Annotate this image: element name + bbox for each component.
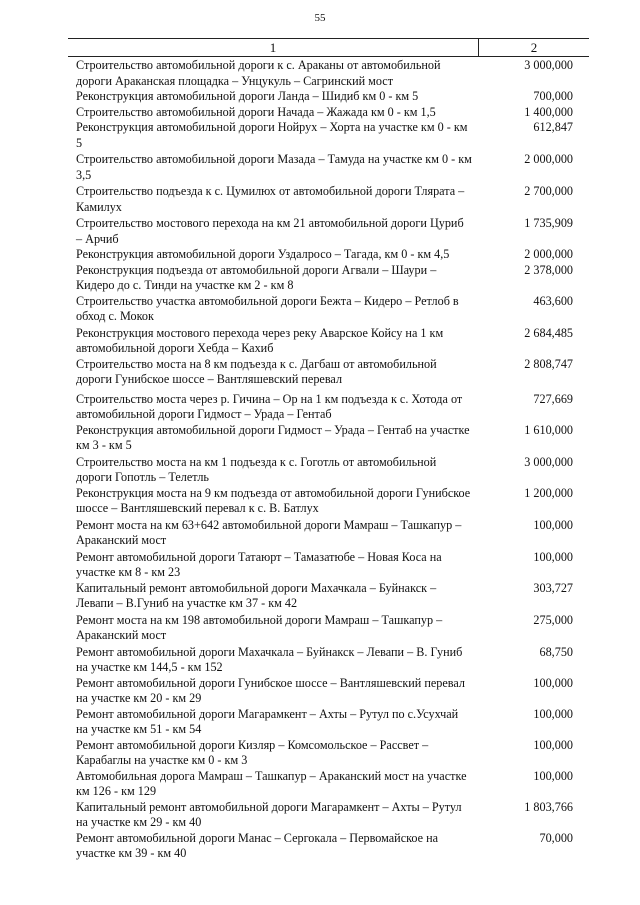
table-row	[68, 738, 589, 769]
item-name: Ремонт автомобильной дороги Манас – Сергокала – Первомайское на участке км 39 - км 40	[76, 830, 439, 860]
table-row	[68, 247, 589, 263]
item-name: Ремонт автомобильной дороги Гунибское шоссе – Вантляшевский перевал на участке км 20 - км 29	[76, 675, 465, 705]
item-name: Ремонт автомобильной дороги Кизляр – Комсомольское – Рассвет – Карабаглы на участке км 0 - км 3	[76, 737, 429, 767]
item-amount: 2 684,485	[524, 325, 573, 340]
item-name: Реконструкция моста на 9 км подъезда от автомобильной дороги Гунибское шоссе – Вантляшевский перевал к с. В. Батлух	[76, 485, 471, 515]
item-name: Капитальный ремонт автомобильной дороги Магарамкент – Ахты – Рутул на участке км 29 - км 40	[76, 799, 462, 829]
item-amount: 100,000	[533, 737, 573, 752]
table-row	[68, 326, 589, 357]
item-name: Ремонт автомобильной дороги Татаюрт – Тамазатюбе – Новая Коса на участке км 8 - км 23	[76, 549, 442, 579]
item-name: Капитальный ремонт автомобильной дороги Махачкала – Буйнакск – Левапи – В.Гуниб на участке км 37 - км 42	[76, 580, 437, 610]
item-amount: 2 808,747	[524, 356, 573, 371]
table-row	[68, 152, 589, 183]
item-amount: 612,847	[533, 120, 573, 134]
table-row	[68, 105, 589, 121]
item-amount: 2 000,000	[524, 247, 573, 261]
table-row	[68, 550, 589, 581]
table-row	[68, 455, 589, 486]
item-name: Ремонт моста на км 198 автомобильной дороги Мамраш – Ташкапур – Араканский мост	[76, 612, 443, 642]
table-row	[68, 423, 589, 454]
item-amount: 2 700,000	[524, 184, 573, 198]
item-name: Строительство автомобильной дороги к с. Араканы от автомобильной дороги Араканская площадка – Унцукуль – Сагринский мост	[76, 58, 441, 88]
item-amount: 700,000	[533, 89, 573, 103]
item-amount: 1 200,000	[524, 485, 573, 500]
item-amount: 303,727	[533, 580, 573, 595]
table-row	[68, 392, 589, 423]
item-amount: 68,750	[539, 644, 573, 659]
table-body	[68, 57, 589, 862]
item-amount: 1 735,909	[524, 216, 573, 230]
column-header-1: 1	[68, 39, 479, 56]
item-name: Реконструкция мостового перехода через реку Аварское Койсу на 1 км автомобильной дороги Хебда – Кахиб	[76, 325, 444, 355]
item-amount: 3 000,000	[524, 454, 573, 469]
table-row	[68, 263, 589, 294]
item-amount: 100,000	[533, 675, 573, 690]
item-name: Строительство мостового перехода на км 21 автомобильной дороги Цуриб – Арчиб	[76, 216, 464, 246]
item-amount: 100,000	[533, 549, 573, 564]
item-name: Реконструкция автомобильной дороги Гидмост – Урада – Гентаб на участке км 3 - км 5	[76, 422, 470, 452]
table-row	[68, 707, 589, 738]
table-row	[68, 357, 589, 388]
item-name: Ремонт автомобильной дороги Махачкала – Буйнакск – Левапи – В. Гуниб на участке км 144,5 - км 152	[76, 644, 463, 674]
item-name: Реконструкция автомобильной дороги Ланда – Шидиб км 0 - км 5	[76, 89, 419, 103]
item-name: Реконструкция подъезда от автомобильной дороги Агвали – Шаури – Кидеро до с. Тинди на участке км 2 - км 8	[76, 262, 437, 292]
item-name: Реконструкция автомобильной дороги Уздалросо – Тагада, км 0 - км 4,5	[76, 247, 450, 261]
table-row	[68, 676, 589, 707]
item-name: Автомобильная дорога Мамраш – Ташкапур – Араканский мост на участке км 126 - км 129	[76, 768, 467, 798]
item-name: Строительство автомобильной дороги Мазада – Тамуда на участке км 0 - км 3,5	[76, 152, 472, 182]
item-name: Строительство моста через р. Гичина – Ор на 1 км подъезда к с. Хотода от автомобильной дороги Гидмост – Урада – Гентаб	[76, 391, 463, 421]
item-amount: 2 000,000	[524, 152, 573, 166]
table-row	[68, 120, 589, 151]
item-amount: 1 803,766	[524, 799, 573, 814]
item-amount: 70,000	[539, 830, 573, 845]
item-amount: 100,000	[533, 768, 573, 783]
item-amount: 275,000	[533, 612, 573, 627]
item-amount: 1 400,000	[524, 104, 573, 119]
item-amount: 2 378,000	[524, 262, 573, 277]
table-row	[68, 216, 589, 247]
item-name: Реконструкция автомобильной дороги Нойрух – Хорта на участке км 0 - км 5	[76, 120, 468, 150]
item-amount: 727,669	[533, 391, 573, 406]
item-amount: 1 610,000	[524, 422, 573, 437]
item-name: Строительство моста на 8 км подъезда к с. Дагбаш от автомобильной дороги Гунибское шоссе – Вантляшевский перевал	[76, 356, 437, 386]
table-row	[68, 613, 589, 644]
item-amount: 3 000,000	[524, 58, 573, 72]
table-row	[68, 581, 589, 612]
page-number: 55	[314, 12, 326, 24]
item-name: Строительство подъезда к с. Цумилюх от автомобильной дороги Тлярата – Камилух	[76, 184, 465, 214]
item-name: Строительство автомобильной дороги Начада – Жажада км 0 - км 1,5	[76, 104, 436, 119]
item-amount: 100,000	[533, 706, 573, 721]
table-row	[68, 58, 589, 89]
table-row	[68, 486, 589, 517]
table-row	[68, 645, 589, 676]
table-row	[68, 294, 589, 325]
item-amount: 463,600	[533, 293, 573, 308]
table-row	[68, 89, 589, 105]
table-row	[68, 800, 589, 831]
item-name: Строительство моста на км 1 подъезда к с. Гоготль от автомобильной дороги Гопотль – Телетль	[76, 454, 437, 484]
item-name: Строительство участка автомобильной дороги Бежта – Кидеро – Ретлоб в обход с. Мокок	[76, 293, 459, 323]
table-row	[68, 518, 589, 549]
item-amount: 100,000	[533, 517, 573, 532]
table-row	[68, 184, 589, 215]
table-row	[68, 831, 589, 862]
table-header	[68, 38, 589, 57]
document-table	[68, 38, 589, 862]
item-name: Ремонт автомобильной дороги Магарамкент – Ахты – Рутул по с.Усухчай на участке км 51 - км 54	[76, 706, 459, 736]
column-header-2: 2	[530, 40, 538, 55]
table-row	[68, 769, 589, 800]
item-name: Ремонт моста на км 63+642 автомобильной дороги Мамраш – Ташкапур – Араканский мост	[76, 517, 462, 547]
